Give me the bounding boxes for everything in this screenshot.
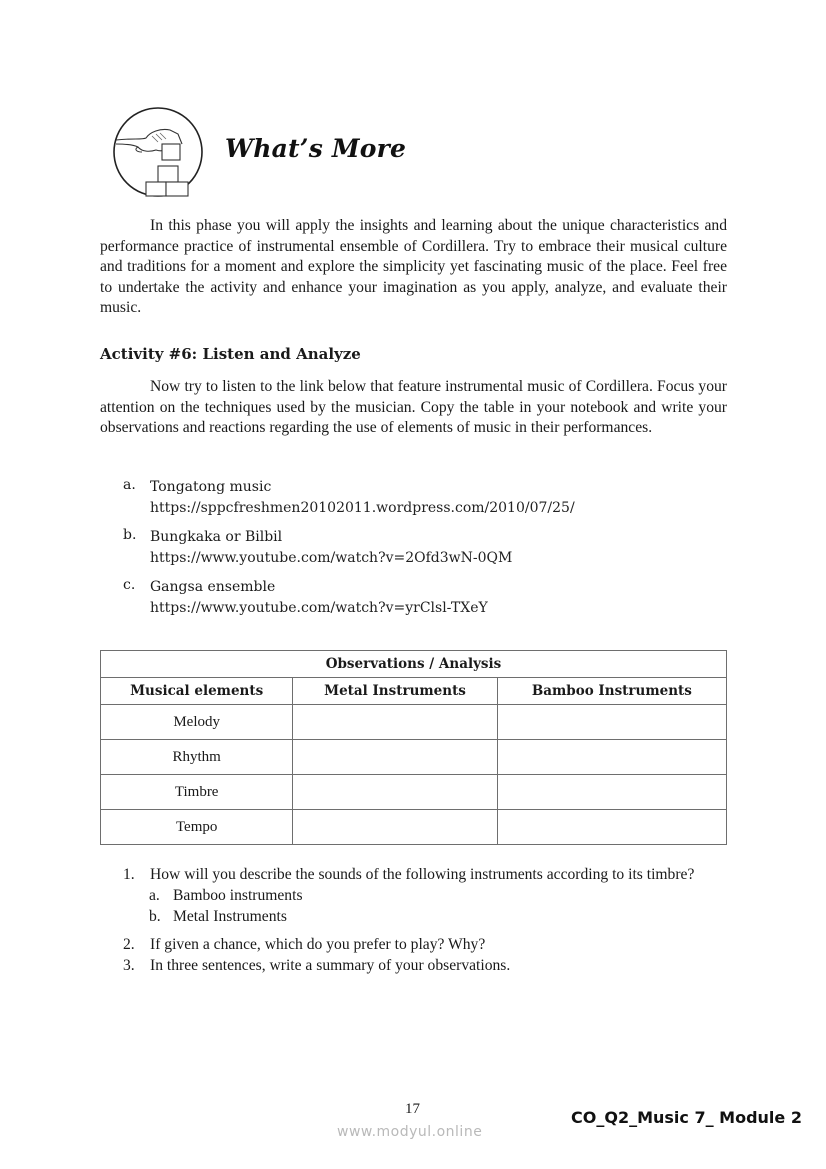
sub-item [149,907,733,928]
module-label: CO_Q2_Music 7_ Module 2 [571,1108,802,1127]
table-row [101,775,727,810]
link-url[interactable]: https://www.youtube.com/watch?v=yrClsl-TXeY [150,599,488,616]
metal-cell [293,810,497,845]
bamboo-cell [497,705,726,740]
observations-table [100,650,727,845]
activity-instructions [100,377,727,439]
questions-list [123,865,733,977]
sub-text: Bamboo instruments [173,886,303,904]
intro-paragraph [100,216,727,319]
table-row [101,740,727,775]
instructions-text: Now try to listen to the link below that feature instrumental music of Cordillera. Focus your attention on the techniques used by the musician. Copy the table in your notebook and write your observations and reactions regarding the use of elements of music in their performances. [100,378,727,437]
section-title: What’s More [225,134,407,163]
list-item [123,527,723,568]
activity-title: Activity #6: Listen and Analyze [100,345,361,363]
list-marker: a. [123,477,136,493]
table-row [101,810,727,845]
sub-marker: a. [149,886,160,904]
link-url[interactable]: https://www.youtube.com/watch?v=2Ofd3wN-0QM [150,549,513,566]
element-cell: Melody [101,705,293,740]
column-header: Bamboo Instruments [497,678,726,705]
bamboo-cell [497,740,726,775]
hand-stacking-blocks-icon [112,106,204,198]
link-label: Tongatong music [150,479,272,495]
metal-cell [293,740,497,775]
watermark: www.modyul.online [337,1124,483,1140]
bamboo-cell [497,775,726,810]
list-item [123,577,723,618]
metal-cell [293,775,497,810]
question-number: 1. [123,866,135,883]
question-text: If given a chance, which do you prefer to play? Why? [150,936,486,954]
table-row [101,705,727,740]
element-cell: Tempo [101,810,293,845]
question-number: 3. [123,957,135,975]
sub-marker: b. [149,907,161,925]
question-item [123,956,733,977]
element-cell: Rhythm [101,740,293,775]
table-caption: Observations / Analysis [101,651,727,678]
column-header: Musical elements [101,678,293,705]
link-url[interactable]: https://sppcfreshmen20102011.wordpress.com/2010/07/25/ [150,499,575,516]
page-number: 17 [405,1101,420,1117]
question-text: In three sentences, write a summary of your observations. [150,957,511,975]
link-label: Gangsa ensemble [150,579,276,595]
column-header: Metal Instruments [293,678,497,705]
list-item [123,477,723,518]
question-number: 2. [123,936,135,954]
metal-cell [293,705,497,740]
question-item [123,865,733,886]
table-header-row [101,678,727,705]
list-marker: b. [123,527,137,543]
bamboo-cell [497,810,726,845]
question-text: How will you describe the sounds of the following instruments according to its timbre? [150,866,695,883]
sub-item [149,886,733,907]
element-cell: Timbre [101,775,293,810]
music-links-list [123,477,723,627]
intro-text: In this phase you will apply the insights and learning about the unique characteristics and performance practice of instrumental ensemble of Cordillera. Try to embrace their musical culture and traditions for a moment and explore the simplicity yet fascinating music of the place. Feel free to undertake the activity and enhance your imagination as you apply, analyze, and evaluate their music. [100,217,727,317]
question-item [123,935,733,956]
sub-text: Metal Instruments [173,907,287,925]
list-marker: c. [123,577,136,593]
link-label: Bungkaka or Bilbil [150,529,283,545]
